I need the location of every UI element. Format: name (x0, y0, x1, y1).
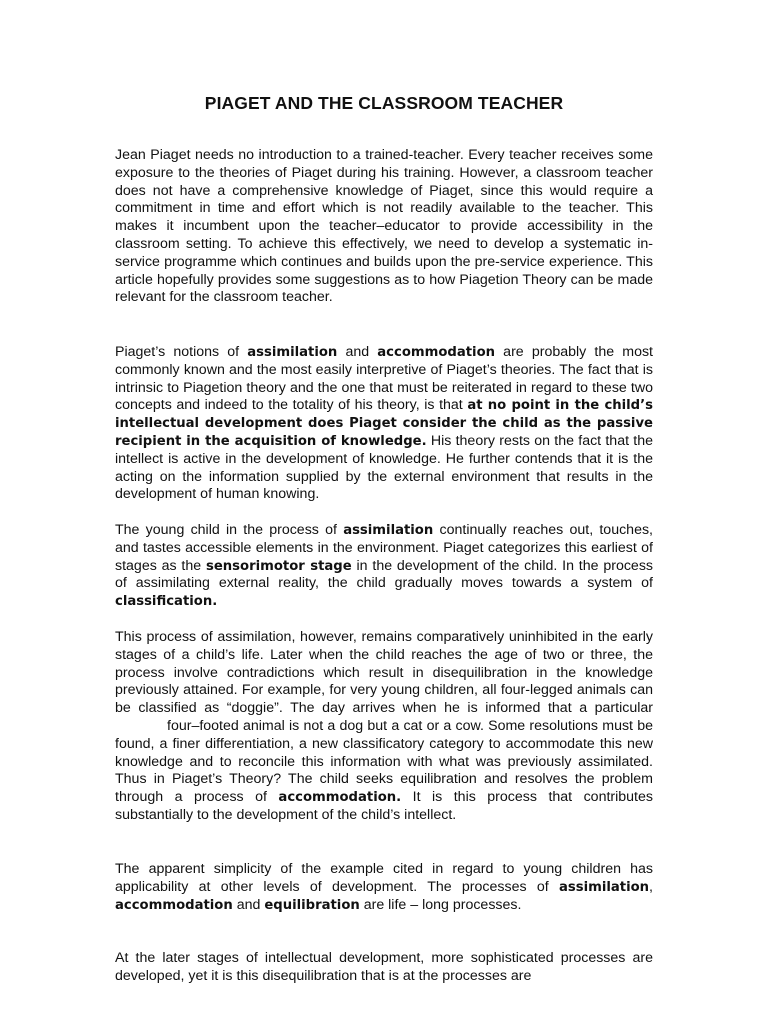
paragraph-text: and (232, 896, 265, 913)
bold-term-accommodation: accommodation. (278, 790, 402, 806)
paragraph-text: are life – long processes. (359, 896, 522, 913)
bold-term-classification: classification. (115, 594, 218, 610)
paragraph-text: and (337, 344, 378, 360)
paragraph-introduction: Jean Piaget needs no introduction to a trained-teacher. Every teacher receives some exposure to the theories of Piaget during his training. However, a classroom teacher does not have a comprehensive knowledge of Piaget, since this would require a commitment in time and effort which is not readily available to the teacher. This makes it incumbent upon the teacher–educator to provide accessibility in the classroom setting. To achieve this effectively, we need to develop a systematic in-service programme which continues and builds upon the pre-service experience. This article hopefully provides some suggestions as to how Piagetion Theory can be made relevant for the classroom teacher. (115, 147, 653, 306)
paragraph-young-child (115, 522, 653, 611)
paragraph-text: Piaget’s notions of (115, 344, 248, 360)
bold-term-accommodation: accommodation (115, 897, 233, 913)
bold-term-assimilation: assimilation (343, 523, 434, 538)
paragraph-assimilation-accommodation (115, 344, 653, 504)
paragraph-text: It is this process that contributes substantially to the development of the child’s intellect. (115, 789, 653, 823)
bold-term-accommodation: accommodation (377, 345, 496, 360)
bold-term-assimilation: assimilation (558, 879, 650, 895)
paragraph-text: continually reaches out, touches, and tastes accessible elements in the environment. Piaget categorizes this earliest of stages as the (115, 522, 653, 574)
paragraph-disequilibration (115, 629, 653, 825)
paragraph-text: are probably the most commonly known and the most easily interpretive of Piaget’s theories. The fact that is intrinsic to Piagetion theory and the one that must be reiterated in regard to these two concepts and indeed to the totality of his theory, is that (115, 344, 653, 414)
paragraph-text: This process of assimilation, however, remains comparatively uninhibited in the early stages of a child’s life. Later when the child reaches the age of two or three, the process involve contradictions which result in disequilibration in the knowledge previously attained. For example, for very young children, all four-legged animals can be classified as “doggie”. The day arrives when he is informed that a particular (115, 629, 653, 717)
paragraph-text: in the development of the child. In the process of assimilating external reality, the child gradually moves towards a system of (115, 557, 654, 592)
paragraph-text: four–footed animal is not a dog but a cat or a cow. Some resolutions must be found, a finer differentiation, a new classificatory category to accommodate this new knowledge and to reconcile this information with what was previously assimilated. Thus in Piaget’s Theory? The child seeks equilibration and resolves the problem through a process of (115, 717, 653, 806)
bold-term-assimilation: assimilation (247, 345, 338, 360)
paragraph-later-stages: At the later stages of intellectual development, more sophisticated processes are developed, yet it is this disequilibration that is at the processes are (115, 950, 653, 984)
bold-term-sensorimotor-stage: sensorimotor stage (205, 558, 352, 574)
paragraph-text: The apparent simplicity of the example cited in regard to young children has applicability at other levels of development. The processes of (115, 861, 653, 895)
paragraph-text: , (649, 878, 653, 895)
paragraph-text: His theory rests on the fact that the intellect is active in the development of knowledge. He further contends that it is the acting on the information supplied by the external environment that results in the development of human knowing. (115, 432, 653, 503)
bold-key-statement: at no point in the child’s intellectual development does Piaget consider the child as the passive recipient in the acquisition of knowledge. (115, 398, 653, 449)
paragraph-text: The young child in the process of (115, 522, 344, 538)
document-title: PIAGET AND THE CLASSROOM TEACHER (204, 93, 564, 113)
bold-term-equilibration: equilibration (264, 897, 360, 913)
paragraph-life-long-processes (115, 861, 653, 914)
